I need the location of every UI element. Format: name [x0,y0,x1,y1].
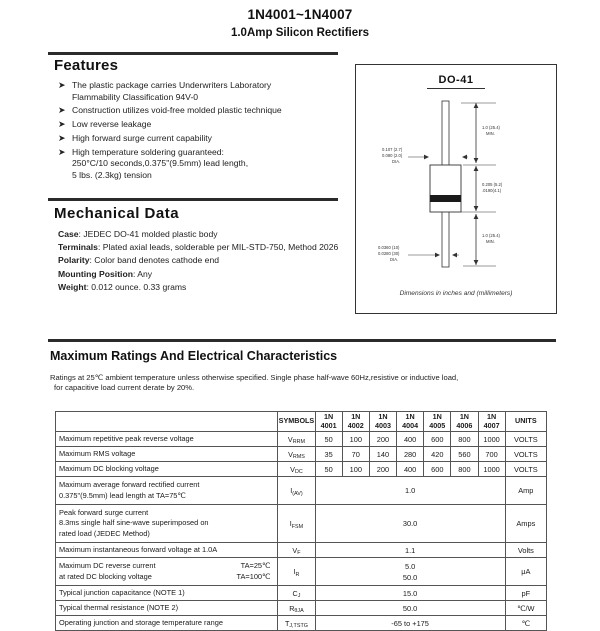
table-header [56,412,547,432]
row-value-span: 50.0 [315,601,505,616]
table-row [56,586,547,601]
row-unit: pF [505,586,546,601]
dim-lead-top-line2: MIN. [486,131,495,136]
dim-lead-dia-line3: DIA. [390,257,399,262]
package-diagram-box [355,64,557,314]
mech-value: : Plated axial leads, solderable per MIL-STD-750, Method 2026 [97,242,339,253]
row-value: 140 [369,447,396,462]
row-description: Operating junction and storage temperature range [56,616,278,631]
dim-lead-bottom-line2: MIN. [486,239,495,244]
dim-body-dia-line2: 0.080 (2.0) [382,153,403,158]
row-value: 800 [451,432,478,447]
row-description-line2: 0.375"(9.5mm) lead length at TA=75℃ [59,490,186,500]
table-row [56,543,547,558]
row-value: 600 [424,432,451,447]
row-value: 560 [451,447,478,462]
package-name: DO-41 [438,74,474,86]
row-symbol [278,616,315,631]
mech-value: : Color band denotes cathode end [89,255,220,266]
list-item [58,105,348,117]
divider-ratings-top [48,339,556,342]
row-unit: VOLTS [505,447,546,462]
mechanical-heading: Mechanical Data [54,205,180,222]
row-symbol [278,477,315,505]
arrow-bullet-icon: ➤ [58,119,66,130]
table-row [56,432,547,447]
feature-line: High temperature soldering guaranteed: [72,146,224,157]
mechanical-list [48,228,348,294]
symbol-sub: F [297,550,301,557]
row-unit: ℃ [505,616,546,631]
row-symbol [278,462,315,477]
symbol-main: R [289,603,295,613]
row-value-span: 30.0 [315,505,505,543]
row-description-line1 [59,561,274,571]
feature-line: Flammability Classification 94V-0 [72,91,199,102]
row-description-line2 [59,572,274,582]
dim-lead-dia-line2: 0.0280 (30) [378,251,400,256]
symbol-main: T [284,618,290,628]
symbol-sub: DC [294,469,303,476]
header-symbols: SYMBOLS [278,412,315,432]
part-prefix: 1N [351,411,361,421]
symbol-main: C [292,588,298,598]
table-row [56,462,547,477]
part-number: 4001 [320,420,337,430]
row-description: Maximum DC blocking voltage [56,462,278,477]
row-unit: Amp [505,477,546,505]
row-value: 400 [397,462,424,477]
symbol-sub: J,TSTG [289,623,308,630]
row-symbol [278,505,315,543]
ratings-heading: Maximum Ratings And Electrical Characteristics [50,349,338,363]
row-value-100c: 50.0 [402,572,418,582]
feature-line: Construction utilizes void-free molded plastic technique [72,105,282,116]
part-number: 4004 [402,420,419,430]
ratings-note [50,373,570,394]
symbol-main: V [290,464,295,474]
page-title: 1N4001~1N4007 [247,7,353,22]
row-description: Typical thermal resistance (NOTE 2) [56,601,278,616]
row-value-span: 15.0 [315,586,505,601]
ratings-note-line2: for capacitive load current derate by 20%. [54,383,195,393]
mech-label: Mounting Position [58,268,133,279]
dim-body-line2: .0190(4.1) [482,188,502,193]
row-value: 700 [478,447,505,462]
symbol-main: V [287,434,293,444]
dim-body-dia-line1: 0.107 (2.7) [382,147,403,152]
symbol-main: I [293,567,296,576]
symbol-main: V [292,545,298,555]
feature-line: 5 lbs. (2.3kg) tension [72,169,152,180]
table-row [56,601,547,616]
table-row [56,558,547,586]
mechanical-section [48,205,348,294]
row-value: 35 [315,447,342,462]
table-row [56,616,547,631]
features-heading: Features [54,57,119,74]
list-item [58,119,348,131]
row-description [56,558,278,586]
list-item [58,254,348,267]
row-value: 1000 [478,432,505,447]
list-item [58,147,348,182]
symbol-sub: FSM [291,523,304,530]
row-description-cond1: TA=25℃ [240,561,271,571]
header-part-1 [342,412,369,432]
row-description-line1: Peak forward surge current [59,508,149,518]
part-number: 4006 [456,420,473,430]
part-number: 4002 [347,420,364,430]
header-units: UNITS [505,412,546,432]
row-description: Typical junction capacitance (NOTE 1) [56,586,278,601]
row-value: 200 [369,432,396,447]
divider-features-top [48,52,338,55]
mech-value: : JEDEC DO-41 molded plastic body [78,229,218,239]
list-item [58,80,348,103]
header-description [56,412,278,432]
features-list [48,80,348,182]
header-part-6 [478,412,505,432]
row-unit: Amps [505,505,546,543]
mech-label: Terminals [58,242,98,253]
feature-line: 250°C/10 seconds,0.375"(9.5mm) lead length, [72,158,249,169]
row-description-cond2: TA=100℃ [236,571,271,581]
row-unit: VOLTS [505,462,546,477]
dim-lead-top-line1: 1.0 (25.4) [482,125,500,130]
symbol-sub: (AV) [292,490,303,497]
header-part-0 [315,412,342,432]
feature-line: High forward surge current capability [72,132,212,143]
arrow-bullet-icon: ➤ [58,105,66,116]
part-prefix: 1N [459,411,470,421]
list-item [58,133,348,145]
row-value: 800 [451,462,478,477]
list-item [58,241,348,254]
row-description: Maximum RMS voltage [56,447,278,462]
left-column [48,57,348,184]
arrow-bullet-icon: ➤ [58,146,66,157]
row-value-span: 1.1 [315,543,505,558]
part-prefix: 1N [486,411,497,421]
header-part-2 [369,412,396,432]
row-symbol [278,586,315,601]
row-symbol [278,601,315,616]
row-symbol [278,432,315,447]
dim-body-line1: 0.205 (5.2) [482,182,503,187]
ratings-note-line1: Ratings at 25℃ ambient temperature unless otherwise specified. Single phase half-wave 60Hz,resistive or inductive load, [50,373,459,382]
part-prefix: 1N [324,411,334,421]
row-value-25c: 5.0 [404,561,416,571]
symbol-main: I [289,519,292,528]
row-description [56,505,278,543]
part-number: 4003 [374,420,391,430]
row-description-line3: rated load (JEDEC Method) [59,528,150,538]
symbol-sub: θJA [294,608,304,615]
list-item [58,281,348,294]
row-value: 420 [424,447,451,462]
row-value: 400 [397,432,424,447]
part-prefix: 1N [432,411,442,421]
specifications-table [55,411,547,631]
row-value: 600 [424,462,451,477]
arrow-bullet-icon: ➤ [58,80,66,90]
table-header-row [56,412,547,432]
row-value: 100 [342,432,369,447]
row-unit: VOLTS [505,432,546,447]
row-value-span [315,558,505,586]
list-item [58,268,348,281]
dim-body-dia-line3: DIA. [392,159,401,164]
table-row [56,505,547,543]
symbol-sub: RRM [292,439,305,446]
row-value-span: 1.0 [315,477,505,505]
feature-line: Low reverse leakage [72,119,152,130]
header-part-5 [451,412,478,432]
list-item [58,228,348,241]
row-unit: Volts [505,543,546,558]
symbol-sub: RMS [292,454,305,461]
mech-label: Case [58,229,79,239]
row-description [56,477,278,505]
row-description-text: Maximum DC reverse current [59,561,156,571]
row-unit: ℃/W [505,601,546,616]
symbol-sub: R [295,571,300,578]
table-row [56,447,547,462]
part-prefix: 1N [378,411,388,421]
row-value-span: -65 to +175 [315,616,505,631]
mech-label: Polarity [58,255,90,266]
row-value: 50 [315,432,342,447]
page-subtitle: 1.0Amp Silicon Rectifiers [230,27,370,39]
dim-lead-dia-line1: 0.0360 (10) [378,245,400,250]
mech-label: Weight [58,281,87,292]
feature-line: The plastic package carries Underwriters Laboratory [72,80,272,90]
symbol-main: I [290,486,293,495]
row-value: 100 [342,462,369,477]
symbol-sub: J [297,593,301,600]
row-value: 200 [369,462,396,477]
arrow-bullet-icon: ➤ [58,132,66,143]
row-value: 70 [342,447,369,462]
part-number: 4007 [483,420,500,430]
diagram-caption: Dimensions in inches and (millimeters) [399,290,513,297]
row-description-text: at rated DC blocking voltage [59,571,152,581]
divider-mechanical-top [48,198,338,201]
row-value: 50 [315,462,342,477]
row-description-line1: Maximum average forward rectified current [59,480,200,490]
do41-drawing [356,65,556,313]
row-description: Maximum repetitive peak reverse voltage [56,432,278,447]
row-unit: μA [505,558,546,586]
dim-lead-bottom-line1: 1.0 (25.4) [482,233,500,238]
row-description-line2: 8.3ms single half sine-wave superimposed on [59,518,209,528]
mech-value: : Any [132,268,153,279]
row-description: Maximum instantaneous forward voltage at 1.0A [56,543,278,558]
row-value: 280 [397,447,424,462]
symbol-main: V [288,449,293,459]
row-symbol [278,447,315,462]
mech-value: : 0.012 ounce. 0.33 grams [86,281,187,292]
row-symbol [278,558,315,586]
table-row [56,477,547,505]
header-part-4 [424,412,451,432]
header-part-3 [397,412,424,432]
part-number: 4005 [429,420,446,430]
part-prefix: 1N [405,411,415,421]
row-value: 1000 [478,462,505,477]
table-body [56,432,547,631]
row-symbol [278,543,315,558]
